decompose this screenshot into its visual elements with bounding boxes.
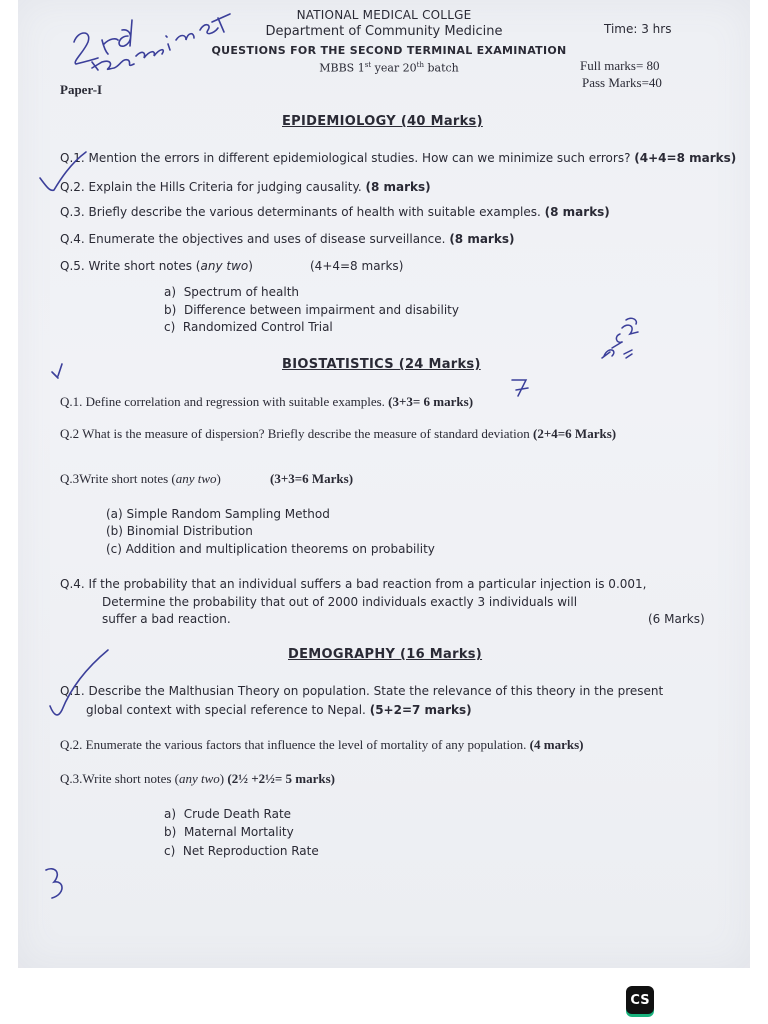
epi-option-a: a) Spectrum of health xyxy=(164,285,300,299)
epi-question-1: Q.1. Mention the errors in different epidemiological studies. How can we minimize such errors? (4+4=8 marks) xyxy=(60,151,737,165)
camscanner-badge: CS xyxy=(626,986,654,1014)
bio-question-3: Q.3Write short notes (any two) xyxy=(60,471,221,486)
department-name: Department of Community Medicine xyxy=(265,24,503,39)
bio-option-a: (a) Simple Random Sampling Method xyxy=(106,507,330,521)
epi-question-5-marks: (4+4=8 marks) xyxy=(310,259,404,273)
epi-question-3: Q.3. Briefly describe the various determinants of health with suitable examples. (8 marks) xyxy=(60,205,610,219)
epi-option-c: c) Randomized Control Trial xyxy=(164,320,333,334)
epi-question-5: Q.5. Write short notes (any two) xyxy=(60,259,253,273)
demo-option-b: b) Maternal Mortality xyxy=(164,825,294,839)
college-name: NATIONAL MEDICAL COLLGE xyxy=(296,8,472,22)
handwritten-tick-marks xyxy=(36,150,146,930)
full-marks: Full marks= 80 xyxy=(580,58,660,73)
epi-question-2: Q.2. Explain the Hills Criteria for judging causality. (8 marks) xyxy=(60,180,431,194)
bio-question-4-marks: (6 Marks) xyxy=(648,612,705,626)
bio-question-4-line1: Q.4. If the probability that an individual suffers a bad reaction from a particular injection is 0.001, xyxy=(60,577,647,591)
demo-question-1-line2: global context with special reference to Nepal. (5+2=7 marks) xyxy=(86,703,472,717)
demo-option-c: c) Net Reproduction Rate xyxy=(164,844,319,858)
handwritten-pl2-note xyxy=(592,312,642,374)
demo-question-1-line1: Q.1. Describe the Malthusian Theory on population. State the relevance of this theory in the present xyxy=(60,684,664,698)
exam-title: QUESTIONS FOR THE SECOND TERMINAL EXAMINATION xyxy=(211,44,567,57)
bio-question-4-line2: Determine the probability that out of 2000 individuals exactly 3 individuals will xyxy=(102,595,578,609)
paper-number: Paper-I xyxy=(60,82,103,97)
demo-question-2: Q.2. Enumerate the various factors that influence the level of mortality of any population. (4 marks) xyxy=(60,737,584,752)
exam-time: Time: 3 hrs xyxy=(604,22,672,36)
epi-question-4: Q.4. Enumerate the objectives and uses of disease surveillance. (8 marks) xyxy=(60,232,515,246)
bio-question-1: Q.1. Define correlation and regression with suitable examples. (3+3= 6 marks) xyxy=(60,394,474,409)
bio-question-2: Q.2 What is the measure of dispersion? Briefly describe the measure of standard deviation (2+4=6 Marks) xyxy=(60,426,617,441)
epi-option-b: b) Difference between impairment and disability xyxy=(164,303,459,317)
section-title-epidemiology: EPIDEMIOLOGY (40 Marks) xyxy=(282,114,483,129)
demo-option-a: a) Crude Death Rate xyxy=(164,807,292,821)
bio-question-3-marks: (3+3=6 Marks) xyxy=(270,471,354,486)
bio-option-b: (b) Binomial Distribution xyxy=(106,524,253,538)
demo-question-3: Q.3.Write short notes (any two) (2½ +2½= 5 marks) xyxy=(60,771,336,786)
handwritten-check-bio xyxy=(508,374,538,402)
bio-question-4-line3: suffer a bad reaction. xyxy=(102,612,231,626)
pass-marks: Pass Marks=40 xyxy=(582,75,662,90)
section-title-biostatistics: BIOSTATISTICS (24 Marks) xyxy=(282,357,481,372)
bio-option-c: (c) Addition and multiplication theorems on probability xyxy=(106,542,435,556)
section-title-demography: DEMOGRAPHY (16 Marks) xyxy=(288,647,483,662)
batch-info: MBBS 1st year 20th batch xyxy=(319,61,459,75)
